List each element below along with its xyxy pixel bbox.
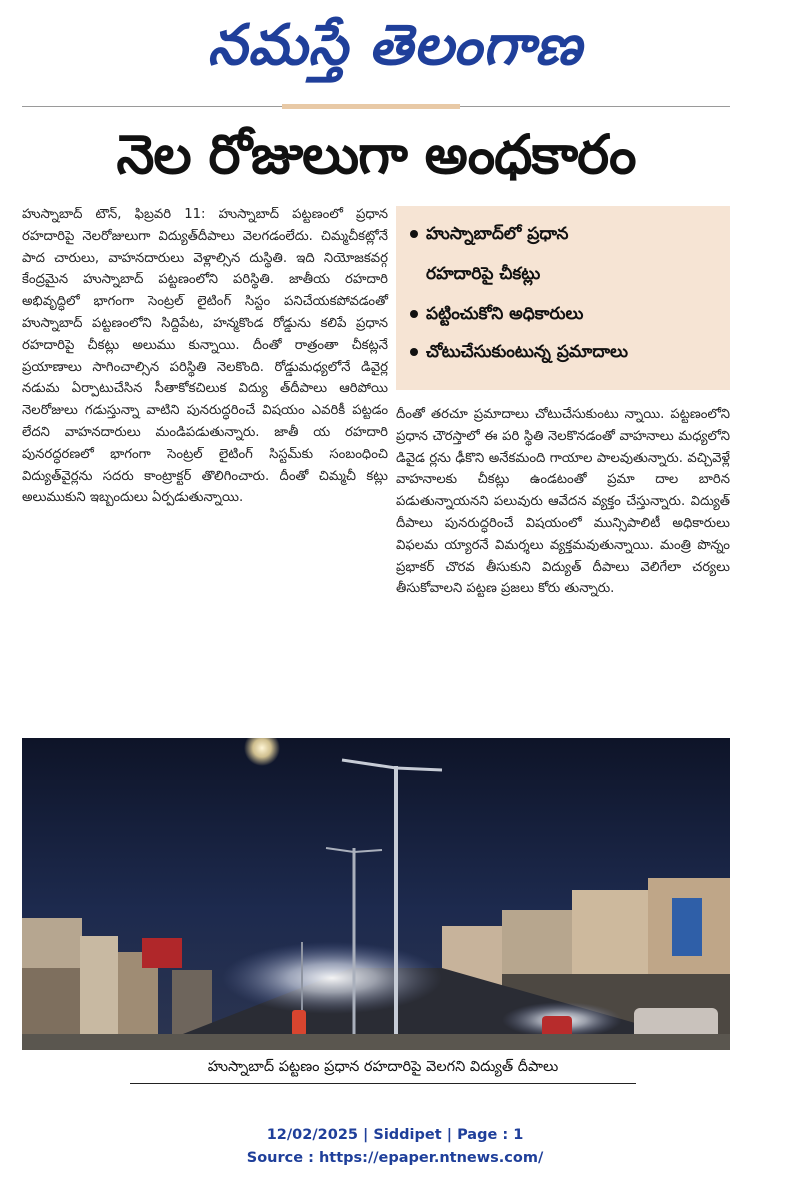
highlight-item: చోటుచేసుకుంటున్న ప్రమాదాలు (410, 342, 628, 366)
masthead-title: నమస్తే తెలంగాణ (207, 13, 583, 78)
photo-caption: హుస్నాబాద్ పట్టణం ప్రధాన రహదారిపై వెలగని విద్యుత్ దీపాలు (207, 1059, 559, 1075)
article-body-left: హుస్నాబాద్ టౌన్, ఫిబ్రవరి 11: హుస్నాబాద్ పట్టణంలో ప్రధాన రహదారిపై నెలరోజులుగా విద్యుత్‌దీపాలు వెలగడంలేదు. చిమ్మచీకట్లోనే పాద చారులు, వాహనదారులు వెళ్లాల్సిన దుస్థితి. ఇది నియోజకవర్గ కేంద్రమైన హుస్నాబాద్ పట్టణంలోని పరిస్థితి. జాతీయ రహదారి అభివృద్ధిలో భాగంగా సెంట్రల్ లైటింగ్ సిస్టం పనిచేయకపోవడంతో హుస్నాబాద్ పట్టణంలోని సిద్దిపేట, హన్మకొండ రోడ్డును కలిపే ప్రధాన రహదారిపై చీకట్లు అలుము కున్నాయి. దీంతో రాత్రంతా చీకట్లనే ప్రయాణాలు సాగించాల్సిన పరిస్థితి నెలకొంది. రోడ్డుమధ్యలోనే డివైర్ల నడుమ ఏర్పాటుచేసిన సీతాకోకచిలుక విద్యు త్‌దీపాలు ఆరిపోయి నెలరోజులు గడుస్తున్నా వాటిని పునరుద్ధరించే విషయం ఎవరికీ పట్టడం లేదని వాహనదారులు మండిపడుతున్నారు. జాతీ య రహదారి పునరద్ధరణలో భాగంగా సెంట్రల్ లైటింగ్ సిస్టమ్‌కు సంబంధించి విద్యుత్‌వైర్లను సదరు కాంట్రాక్టర్ తొలిగించారు. దీంతో చిమ్మచీ కట్లు అలుముకుని ఇబ్బందులు ఏర్పడుతున్నాయి. (22, 207, 389, 506)
highlight-item-continuation: రహదారిపై చీకట్లు (426, 264, 541, 284)
highlight-item: హుస్నాబాద్‌లో ప్రధాన (410, 224, 568, 248)
bullet-icon (410, 310, 418, 318)
street-night-photo (22, 738, 730, 1050)
footer-source-link[interactable]: Source : https://epaper.ntnews.com/ (246, 1150, 544, 1166)
bullet-icon (410, 348, 418, 356)
article-body-right: దీంతో తరచూ ప్రమాదాలు చోటుచేసుకుంటు న్నాయి. పట్టణంలోని ప్రధాన చౌరస్తాలో ఈ పరి స్థితి నెలకొనడంతో వాహనాలు మధ్యలోని డివైడ ర్లను ఢీకొని అనేకమంది గాయాల పాలవుతున్నారు. వచ్చివెళ్లే వాహనాలకు చీకట్లు ఉండటంతో ప్రమా దాల బారిన పడుతున్నాయనని పలువురు ఆవేదన వ్యక్తం చేస్తున్నారు. విద్యుత్ దీపాలు పునరుద్ధరించే విషయంలో మున్సిపాలిటీ అధికారులు విఫలమ య్యారనే విమర్శలు వ్యక్తమవుతున్నాయి. మంత్రి పొన్నం ప్రభాకర్ చొరవ తీసుకుని విద్యుత్ దీపాలు వెలిగేలా చర్యలు తీసుకోవాలని పట్టణ ప్రజలు కోరు తున్నారు. (396, 407, 730, 597)
footer-date-page: 12/02/2025 | Siddipet | Page : 1 (266, 1127, 524, 1143)
article-headline: నెల రోజులుగా అంధకారం (116, 123, 636, 186)
highlights-box (396, 206, 730, 390)
highlight-item: పట్టించుకోని అధికారులు (410, 304, 583, 328)
caption-underline (130, 1083, 636, 1084)
bullet-icon (410, 230, 418, 238)
header-accent-bar (282, 104, 460, 109)
